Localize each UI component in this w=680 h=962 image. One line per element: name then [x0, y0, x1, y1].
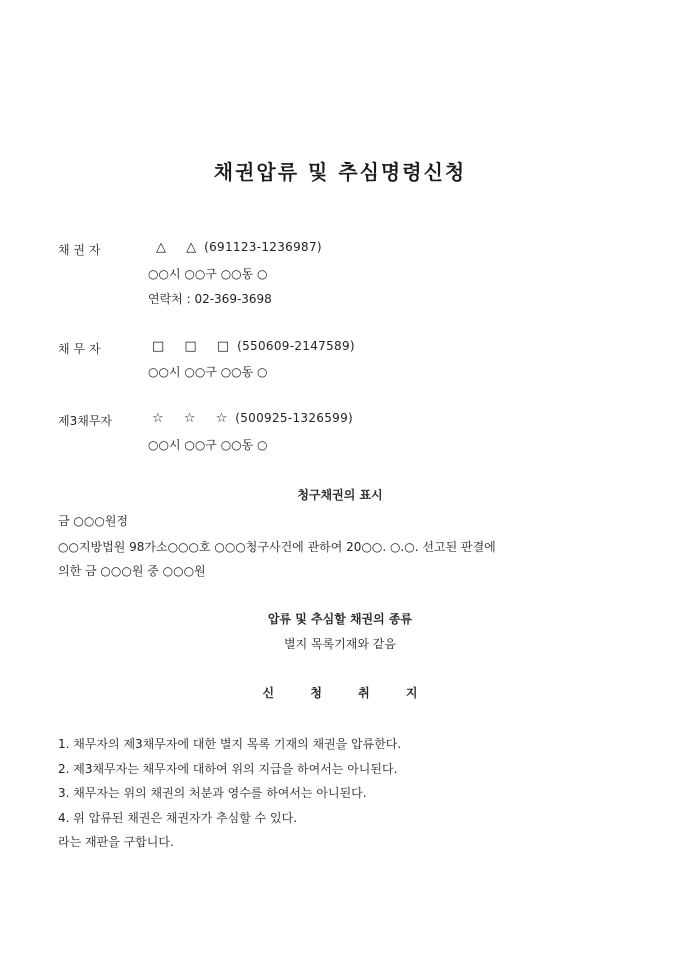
debtor-id: (550609-2147589) [237, 339, 355, 353]
third-debtor-label: 제3채무자 [58, 414, 113, 428]
creditor-id: (691123-1236987) [204, 240, 322, 254]
third-debtor-name-row [152, 411, 353, 426]
creditor-contact: 연락처 : 02-369-3698 [148, 292, 272, 306]
debtor-name-row [152, 339, 355, 354]
purpose-item-3: 3. 채무자는 위의 채권의 처분과 영수를 하여서는 아니된다. [58, 786, 367, 800]
creditor-name-row [156, 240, 322, 255]
seizure-text: 별지 목록기재와 같음 [284, 637, 396, 651]
debtor-name-marks: □ □ □ [152, 339, 238, 354]
claim-heading: 청구채권의 표시 [297, 488, 383, 502]
third-debtor-name-marks: ☆ ☆ ☆ [152, 411, 236, 426]
creditor-name-marks: △ △ [156, 240, 205, 255]
seizure-heading: 압류 및 추심할 채권의 종류 [267, 612, 413, 626]
debtor-label: 채 무 자 [58, 342, 101, 356]
third-debtor-address: ○○시 ○○구 ○○동 ○ [148, 438, 268, 452]
third-debtor-id: (500925-1326599) [235, 411, 353, 425]
claim-amount: 금 ○○○원정 [58, 514, 129, 528]
purpose-item-4: 4. 위 압류된 채권은 채권자가 추심할 수 있다. [58, 811, 298, 825]
creditor-address: ○○시 ○○구 ○○동 ○ [148, 267, 268, 281]
document-title: 채권압류 및 추심명령신청 [213, 160, 467, 184]
purpose-heading: 신 청 취 지 [262, 686, 434, 700]
claim-line-1: ○○지방법원 98가소○○○호 ○○○청구사건에 관하여 20○○. ○.○. 선고된 판결에 [58, 540, 496, 554]
purpose-closing: 라는 재판을 구합니다. [58, 835, 174, 849]
claim-line-2: 의한 금 ○○○원 중 ○○○원 [58, 564, 206, 578]
creditor-label: 채 권 자 [58, 243, 101, 257]
purpose-item-2: 2. 제3채무자는 채무자에 대하여 위의 지급을 하여서는 아니된다. [58, 762, 398, 776]
debtor-address: ○○시 ○○구 ○○동 ○ [148, 365, 268, 379]
purpose-item-1: 1. 채무자의 제3채무자에 대한 별지 목록 기재의 채권을 압류한다. [58, 737, 402, 751]
